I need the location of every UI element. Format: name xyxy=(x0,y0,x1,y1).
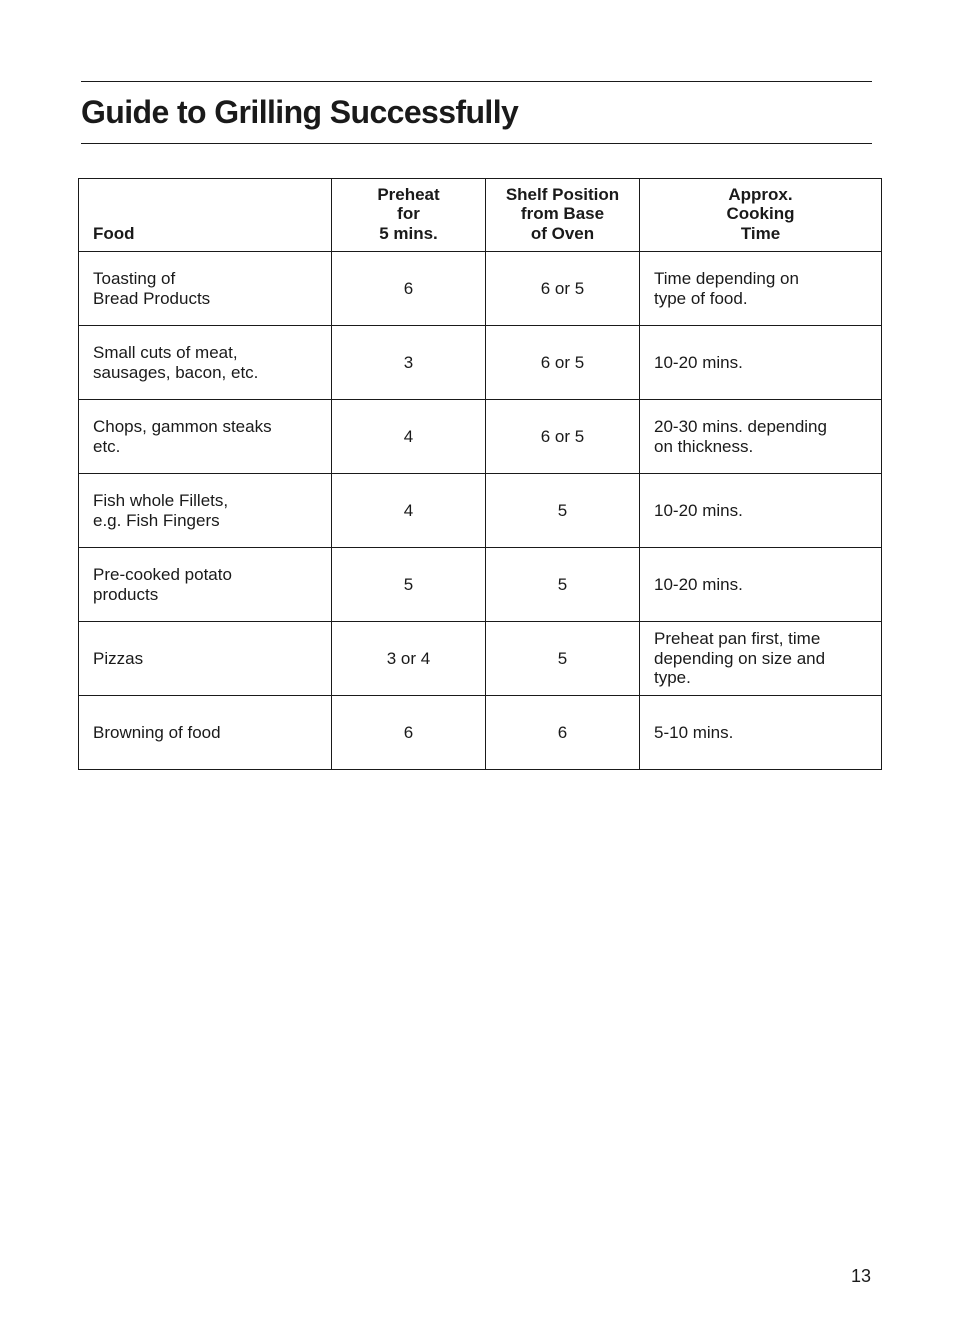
preheat-text: 3 or 4 xyxy=(386,648,431,668)
shelf-text: 6 or 5 xyxy=(540,426,585,446)
preheat-text: 5 xyxy=(403,574,414,594)
food-cell xyxy=(79,548,332,622)
table-header-row xyxy=(79,179,882,252)
header-cooking-time-label: Approx. Cooking Time xyxy=(726,184,795,243)
preheat-text: 6 xyxy=(403,278,414,298)
food-text: Pre-cooked potato products xyxy=(93,565,232,604)
table-row xyxy=(79,548,882,622)
time-cell xyxy=(640,252,882,326)
food-cell xyxy=(79,252,332,326)
time-text: 10-20 mins. xyxy=(654,352,743,372)
shelf-cell xyxy=(486,548,640,622)
preheat-text: 4 xyxy=(403,426,414,446)
food-text: Chops, gammon steaks etc. xyxy=(93,417,272,456)
food-cell xyxy=(79,622,332,696)
preheat-cell xyxy=(332,326,486,400)
time-cell xyxy=(640,548,882,622)
shelf-cell xyxy=(486,474,640,548)
time-cell xyxy=(640,474,882,548)
food-text: Pizzas xyxy=(93,648,144,668)
shelf-cell xyxy=(486,252,640,326)
preheat-cell xyxy=(332,548,486,622)
shelf-text: 5 xyxy=(557,574,568,594)
shelf-text: 5 xyxy=(557,500,568,520)
table-row xyxy=(79,622,882,696)
shelf-text: 5 xyxy=(557,648,568,668)
time-text: 10-20 mins. xyxy=(654,500,743,520)
header-food xyxy=(79,179,332,252)
shelf-text: 6 or 5 xyxy=(540,352,585,372)
shelf-cell xyxy=(486,696,640,770)
header-preheat-label: Preheat for 5 mins. xyxy=(377,184,440,243)
preheat-text: 4 xyxy=(403,500,414,520)
shelf-text: 6 or 5 xyxy=(540,278,585,298)
time-cell xyxy=(640,696,882,770)
food-text: Browning of food xyxy=(93,722,221,742)
time-text: 5-10 mins. xyxy=(654,722,734,742)
shelf-text: 6 xyxy=(557,722,568,742)
time-cell xyxy=(640,326,882,400)
food-cell xyxy=(79,696,332,770)
shelf-cell xyxy=(486,400,640,474)
preheat-cell xyxy=(332,474,486,548)
time-text: Time depending on type of food. xyxy=(654,269,799,308)
page-number: 13 xyxy=(850,1266,871,1286)
time-text: 20-30 mins. depending on thickness. xyxy=(654,417,827,456)
header-shelf-position-label: Shelf Position from Base of Oven xyxy=(505,184,620,243)
table-row xyxy=(79,326,882,400)
header-shelf-position xyxy=(486,179,640,252)
header-cooking-time xyxy=(640,179,882,252)
page-title: Guide to Grilling Successfully xyxy=(81,94,519,130)
top-rule xyxy=(81,81,872,82)
preheat-cell xyxy=(332,622,486,696)
shelf-cell xyxy=(486,622,640,696)
time-cell xyxy=(640,622,882,696)
preheat-cell xyxy=(332,696,486,770)
food-text: Toasting of Bread Products xyxy=(93,269,211,308)
header-preheat xyxy=(332,179,486,252)
table-row xyxy=(79,474,882,548)
time-cell xyxy=(640,400,882,474)
grilling-guide-table xyxy=(78,178,882,770)
food-cell xyxy=(79,400,332,474)
food-text: Small cuts of meat, sausages, bacon, etc. xyxy=(93,343,259,382)
preheat-text: 6 xyxy=(403,722,414,742)
time-text: Preheat pan first, time depending on size and type. xyxy=(654,629,826,688)
table-row xyxy=(79,252,882,326)
food-cell xyxy=(79,326,332,400)
table-row xyxy=(79,400,882,474)
title-underline-rule xyxy=(81,143,872,144)
preheat-cell xyxy=(332,252,486,326)
table-row xyxy=(79,696,882,770)
food-text: Fish whole Fillets, e.g. Fish Fingers xyxy=(93,491,229,530)
preheat-cell xyxy=(332,400,486,474)
preheat-text: 3 xyxy=(403,352,414,372)
header-food-label: Food xyxy=(93,223,135,243)
food-cell xyxy=(79,474,332,548)
time-text: 10-20 mins. xyxy=(654,574,743,594)
shelf-cell xyxy=(486,326,640,400)
